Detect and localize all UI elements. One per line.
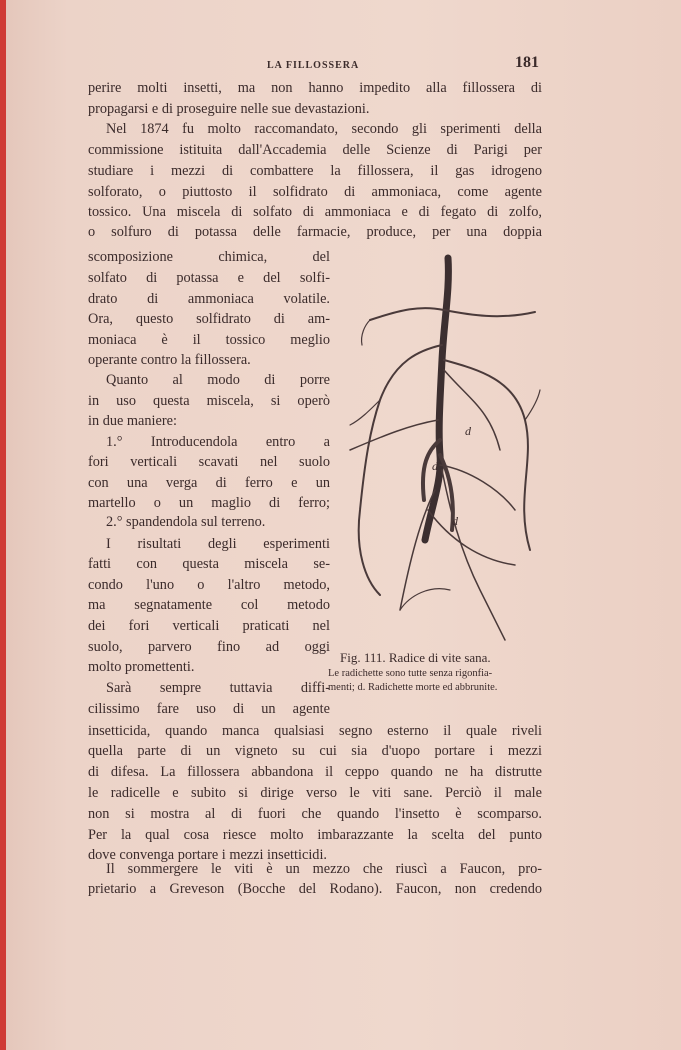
page-edge (0, 0, 6, 1050)
text-line: studiare i mezzi di combattere la fillossera, il gas idrogeno (88, 163, 542, 179)
text-line: scomposizione chimica, del (88, 249, 330, 265)
figure-legend-line: Le radichette sono tutte senza rigonfia- (328, 668, 493, 679)
text-line: le radicelle e subito si dirige verso le viti sane. Perciò il male (88, 785, 542, 801)
figure-caption: Fig. 111. Radice di vite sana. (340, 650, 491, 665)
running-title: LA FILLOSSERA (267, 60, 360, 71)
text-line: dei fori verticali praticati nel (88, 618, 330, 634)
text-line: in due maniere: (88, 413, 177, 429)
text-line: 2.° spandendola sul terreno. (106, 514, 266, 530)
text-line: prietario a Greveson (Bocche del Rodano). Faucon, non credendo (88, 881, 542, 897)
text-line: Ora, questo solfidrato di am- (88, 311, 330, 327)
text-line: moniaca è il tossico meglio (88, 332, 330, 348)
figure-label-d: d (465, 424, 471, 438)
text-line: tossico. Una miscela di solfato di ammoniaca e di fegato di zolfo, (88, 204, 542, 220)
vine-root-illustration (340, 250, 550, 645)
text-line: con una verga di ferro e un (88, 475, 330, 491)
text-line: di difesa. La fillossera abbandona il ceppo quando ne ha distrutte (88, 764, 542, 780)
text-line: o solfuro di potassa delle farmacie, produce, per una doppia (88, 224, 542, 240)
figure-label-d: d (432, 459, 438, 473)
text-line: 1.° Introducendola entro a (106, 434, 330, 450)
text-line: commissione istituita dall'Accademia delle Scienze di Parigi per (88, 142, 542, 158)
text-line: condo l'uno o l'altro metodo, (88, 577, 330, 593)
text-line: drato di ammoniaca volatile. (88, 291, 330, 307)
text-line: solforato, o piuttosto il solfidrato di ammoniaca, come agente (88, 184, 542, 200)
text-line: Nel 1874 fu molto raccomandato, secondo gli sperimenti della (106, 121, 542, 137)
text-line: molto promettenti. (88, 659, 195, 675)
text-line: Sarà sempre tuttavia diffi- (106, 680, 330, 696)
text-line: Il sommergere le viti è un mezzo che riuscì a Faucon, pro- (106, 861, 542, 877)
text-line: solfato di potassa e del solfi- (88, 270, 330, 286)
text-line: propagarsi e di proseguire nelle sue devastazioni. (88, 101, 370, 117)
text-line: fori verticali scavati nel suolo (88, 454, 330, 470)
text-line: fatti con questa miscela se- (88, 556, 330, 572)
text-line: dove convenga portare i mezzi insetticidi. (88, 847, 327, 863)
text-line: martello o un maglio di ferro; (88, 495, 330, 511)
text-line: suolo, parvero fino ad oggi (88, 639, 330, 655)
text-line: ma segnatamente col metodo (88, 597, 330, 613)
figure-legend-line: menti; d. Radichette morte ed abbrunite. (328, 682, 498, 693)
text-line: in uso questa miscela, si operò (88, 393, 330, 409)
text-line: perire molti insetti, ma non hanno impedito alla fillossera di (88, 80, 542, 96)
figure-label-d: d (452, 514, 458, 528)
text-line: insetticida, quando manca qualsiasi segno esterno il quale riveli (88, 723, 542, 739)
text-line: cilissimo fare uso di un agente (88, 701, 330, 717)
text-line: I risultati degli esperimenti (106, 536, 330, 552)
text-line: operante contro la fillossera. (88, 352, 251, 368)
text-line: Per la qual cosa riesce molto imbarazzante la scelta del punto (88, 827, 542, 843)
page-number: 181 (515, 54, 539, 71)
text-line: quella parte di un vigneto su cui sia d'uopo portare i mezzi (88, 743, 542, 759)
text-line: Quanto al modo di porre (106, 372, 330, 388)
text-line: non si mostra al di fuori che quando l'insetto è scomparso. (88, 806, 542, 822)
